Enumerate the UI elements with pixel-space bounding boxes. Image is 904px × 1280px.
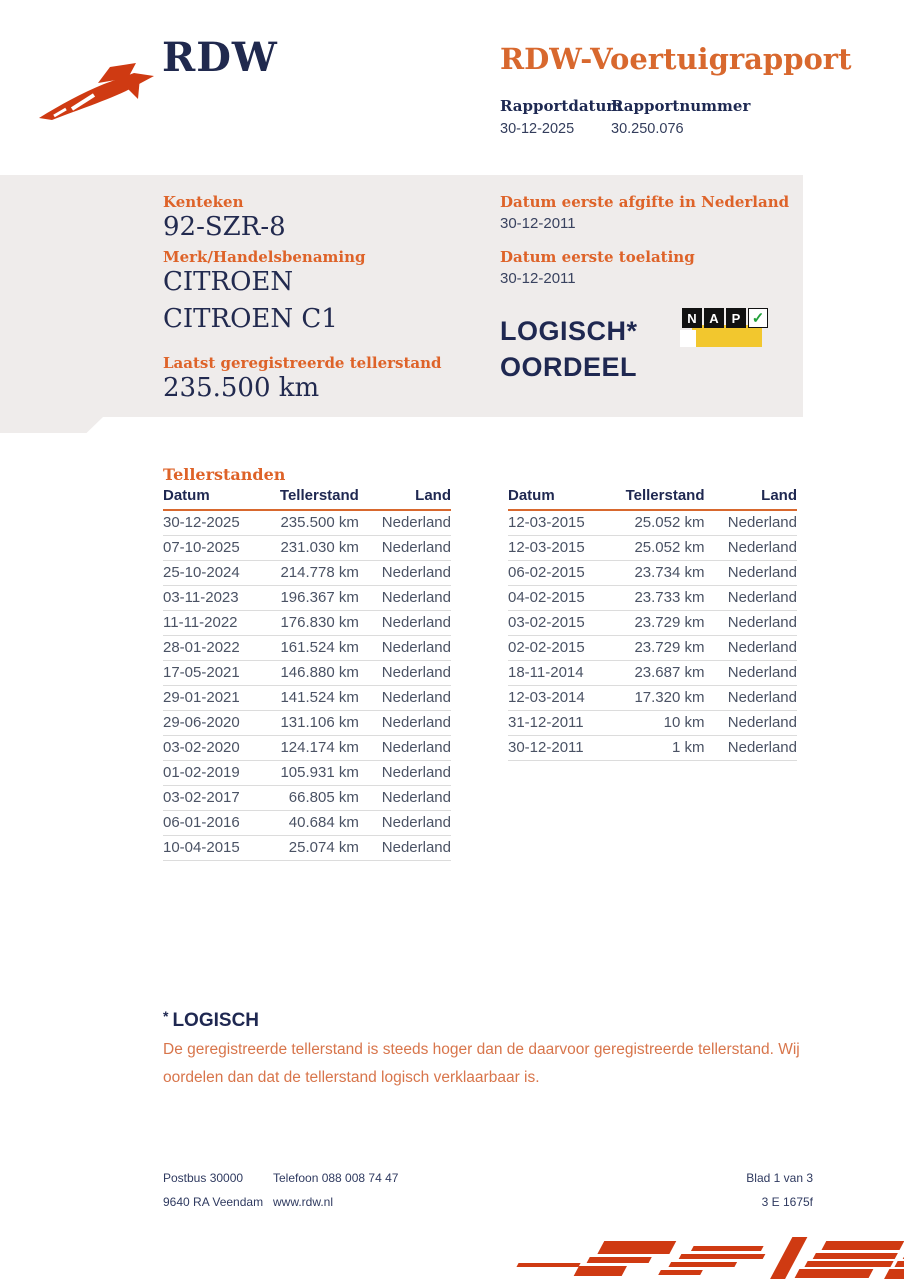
report-number-label: Rapportnummer (611, 97, 751, 115)
table-cell: 141.524 km (272, 686, 358, 711)
col-header-land: Land (705, 487, 798, 510)
table-row (163, 611, 451, 636)
table-cell: 105.931 km (272, 761, 358, 786)
table-cell: 23.734 km (618, 561, 705, 586)
table-cell: Nederland (705, 736, 798, 761)
nap-logo (680, 308, 772, 352)
footer-page-number: Blad 1 van 3 (746, 1171, 813, 1185)
table-cell: 235.500 km (272, 510, 358, 536)
table-row (163, 536, 451, 561)
logisch-heading-text: LOGISCH (172, 1010, 260, 1031)
table-row (508, 536, 797, 561)
table-cell: Nederland (359, 636, 451, 661)
table-cell: 231.030 km (272, 536, 358, 561)
table-cell: 03-02-2020 (163, 736, 272, 761)
nap-checkmark-icon: ✓ (748, 308, 768, 328)
table-cell: 66.805 km (272, 786, 358, 811)
table-cell: 03-11-2023 (163, 586, 272, 611)
footer-phone: Telefoon 088 008 74 47 (273, 1171, 399, 1185)
table-cell: 12-03-2015 (508, 510, 618, 536)
table-row (508, 611, 797, 636)
table-cell: Nederland (705, 661, 798, 686)
table-cell: Nederland (359, 736, 451, 761)
table-cell: 31-12-2011 (508, 711, 618, 736)
table-cell: Nederland (359, 811, 451, 836)
table-cell: 28-01-2022 (163, 636, 272, 661)
eerste-afgifte-label: Datum eerste afgifte in Nederland (500, 193, 790, 211)
rdw-road-stripes-graphic (512, 1234, 904, 1280)
vehicle-summary-panel-notch (0, 417, 103, 433)
footer-address-line2: 9640 RA Veendam (163, 1195, 264, 1209)
table-cell: 23.729 km (618, 636, 705, 661)
table-cell: 25.074 km (272, 836, 358, 861)
nap-logo-letters (682, 308, 768, 328)
table-row (163, 811, 451, 836)
table-cell: 23.733 km (618, 586, 705, 611)
table-cell: 214.778 km (272, 561, 358, 586)
table-cell: 06-01-2016 (163, 811, 272, 836)
table-cell: Nederland (359, 586, 451, 611)
table-cell: Nederland (705, 611, 798, 636)
eerste-toelating-label: Datum eerste toelating (500, 248, 695, 266)
table-cell: Nederland (705, 561, 798, 586)
table-row (508, 711, 797, 736)
table-cell: 25.052 km (618, 510, 705, 536)
col-header-tellerstand: Tellerstand (618, 487, 705, 510)
table-cell: Nederland (705, 510, 798, 536)
table-row (508, 736, 797, 761)
tellerstanden-title: Tellerstanden (163, 465, 286, 484)
table-cell: 06-02-2015 (508, 561, 618, 586)
table-cell: Nederland (359, 686, 451, 711)
table-row (163, 711, 451, 736)
table-cell: Nederland (359, 761, 451, 786)
report-number-block (611, 97, 750, 137)
table-cell: Nederland (359, 836, 451, 861)
merk-label: Merk/Handelsbenaming (163, 248, 366, 266)
nap-letter-p: P (726, 308, 746, 328)
table-cell: Nederland (705, 586, 798, 611)
table-cell: 30-12-2025 (163, 510, 272, 536)
table-cell: Nederland (705, 686, 798, 711)
table-cell: 25.052 km (618, 536, 705, 561)
col-header-tellerstand: Tellerstand (272, 487, 358, 510)
table-cell: 25-10-2024 (163, 561, 272, 586)
table-cell: Nederland (359, 711, 451, 736)
table-row (163, 510, 451, 536)
table-row (508, 661, 797, 686)
table-row (163, 686, 451, 711)
table-cell: 23.687 km (618, 661, 705, 686)
table-cell: 12-03-2014 (508, 686, 618, 711)
table-cell: 29-01-2021 (163, 686, 272, 711)
logisch-explanation-heading (163, 1008, 259, 1032)
table-cell: 12-03-2015 (508, 536, 618, 561)
table-row (163, 761, 451, 786)
oordeel-line1: LOGISCH* (500, 316, 638, 346)
table-cell: 30-12-2011 (508, 736, 618, 761)
table-cell: 07-10-2025 (163, 536, 272, 561)
col-header-datum: Datum (508, 487, 618, 510)
table-cell: Nederland (359, 561, 451, 586)
table-cell: Nederland (705, 536, 798, 561)
table-cell: 176.830 km (272, 611, 358, 636)
table-cell: Nederland (359, 611, 451, 636)
table-row (508, 586, 797, 611)
table-header-row (163, 487, 451, 510)
footer-address-line1: Postbus 30000 (163, 1171, 244, 1185)
table-row (163, 736, 451, 761)
document-title: RDW-Voertuigrapport (500, 42, 852, 76)
table-cell: 10 km (618, 711, 705, 736)
table-cell: Nederland (359, 661, 451, 686)
table-row (163, 636, 451, 661)
table-cell: Nederland (359, 510, 451, 536)
merk-value: CITROEN CITROEN C1 (163, 267, 338, 334)
table-cell: 131.106 km (272, 711, 358, 736)
tellerstanden-table-left (163, 487, 451, 861)
report-date-value: 30-12-2025 (500, 121, 575, 137)
eerste-toelating-value: 30-12-2011 (500, 270, 576, 287)
table-cell: 23.729 km (618, 611, 705, 636)
rdw-brand-wordmark: RDW (162, 34, 278, 81)
col-header-datum: Datum (163, 487, 272, 510)
table-cell: 18-11-2014 (508, 661, 618, 686)
report-date-label: Rapportdatum (500, 97, 623, 115)
table-row (163, 586, 451, 611)
table-cell: Nederland (359, 786, 451, 811)
laatste-tellerstand-label: Laatst geregistreerde tellerstand (163, 354, 442, 372)
table-cell: Nederland (705, 711, 798, 736)
table-row (163, 561, 451, 586)
eerste-afgifte-value: 30-12-2011 (500, 215, 576, 232)
table-cell: 196.367 km (272, 586, 358, 611)
rdw-wing-logo-icon (36, 50, 162, 120)
table-cell: 146.880 km (272, 661, 358, 686)
table-header-row (508, 487, 797, 510)
kenteken-label: Kenteken (163, 193, 244, 211)
footer-form-code: 3 E 1675f (761, 1195, 813, 1209)
table-cell: 02-02-2015 (508, 636, 618, 661)
table-row (508, 561, 797, 586)
table-row (508, 636, 797, 661)
table-cell: 1 km (618, 736, 705, 761)
table-cell: 29-06-2020 (163, 711, 272, 736)
table-cell: 11-11-2022 (163, 611, 272, 636)
logisch-explanation-body: De geregistreerde tellerstand is steeds hoger dan de daarvoor geregistreerde tellerstand. Wij oordelen dan dat de tellerstand logisch verklaarbaar is. (163, 1041, 800, 1087)
table-row (508, 510, 797, 536)
table-cell: 03-02-2017 (163, 786, 272, 811)
table-cell: 124.174 km (272, 736, 358, 761)
table-cell: 17.320 km (618, 686, 705, 711)
kenteken-value: 92-SZR-8 (163, 212, 286, 242)
table-row (508, 686, 797, 711)
table-row (163, 786, 451, 811)
table-cell: 161.524 km (272, 636, 358, 661)
report-date-block (500, 97, 622, 137)
table-cell: 10-04-2015 (163, 836, 272, 861)
table-cell: 04-02-2015 (508, 586, 618, 611)
nap-letter-a: A (704, 308, 724, 328)
nap-letter-n: N (682, 308, 702, 328)
table-row (163, 836, 451, 861)
table-cell: Nederland (359, 536, 451, 561)
table-cell: 03-02-2015 (508, 611, 618, 636)
oordeel-line2: OORDEEL (500, 351, 638, 382)
table-cell: 40.684 km (272, 811, 358, 836)
asterisk: * (163, 1008, 169, 1024)
laatste-tellerstand-value: 235.500 km (163, 373, 320, 403)
tellerstanden-table-right (508, 487, 797, 761)
table-cell: 01-02-2019 (163, 761, 272, 786)
nap-logo-yellow-bar (692, 325, 762, 347)
table-row (163, 661, 451, 686)
col-header-land: Land (359, 487, 451, 510)
report-number-value: 30.250.076 (611, 121, 684, 137)
oordeel-text (500, 314, 638, 386)
table-cell: Nederland (705, 636, 798, 661)
nap-logo-white-square (680, 330, 696, 347)
table-cell: 17-05-2021 (163, 661, 272, 686)
footer-website: www.rdw.nl (273, 1195, 334, 1209)
